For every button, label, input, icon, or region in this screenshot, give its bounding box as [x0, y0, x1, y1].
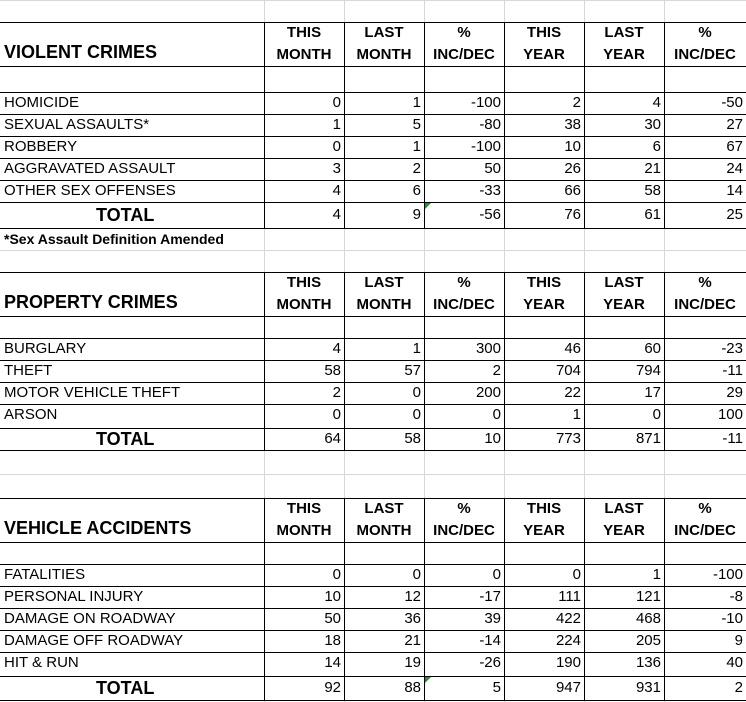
total-cell: 947 — [555, 679, 581, 696]
table-border-horizontal — [0, 700, 746, 701]
table-cell: 6 — [652, 138, 661, 155]
row-label: FATALITIES — [4, 566, 86, 583]
table-cell: -33 — [479, 182, 501, 199]
table-cell: 29 — [726, 384, 743, 401]
total-cell: 871 — [635, 430, 661, 447]
table-border-horizontal — [0, 450, 746, 451]
table-cell: 58 — [644, 182, 661, 199]
table-cell: 2 — [332, 384, 341, 401]
table-cell: 40 — [726, 654, 743, 671]
table-cell: -8 — [729, 588, 743, 605]
total-label: TOTAL — [96, 678, 155, 698]
column-header-line: YEAR — [603, 296, 645, 313]
total-cell: -56 — [479, 206, 501, 223]
table-cell: 0 — [652, 406, 661, 423]
total-cell: 2 — [734, 679, 743, 696]
row-label: THEFT — [4, 362, 53, 379]
cell-marker-icon — [425, 203, 431, 209]
column-header-line: MONTH — [356, 522, 412, 539]
column-header-line: INC/DEC — [674, 522, 736, 539]
table-cell: 9 — [734, 632, 743, 649]
column-header — [584, 22, 664, 66]
total-cell: 76 — [564, 206, 581, 223]
column-header-line: YEAR — [523, 46, 565, 63]
table-cell: 58 — [324, 362, 341, 379]
gridline-horizontal — [0, 0, 746, 1]
total-cell: 10 — [484, 430, 501, 447]
table-cell: -50 — [721, 94, 743, 111]
column-header-line: MONTH — [356, 296, 412, 313]
column-header — [344, 22, 424, 66]
total-cell: 64 — [324, 430, 341, 447]
table-cell: 60 — [644, 340, 661, 357]
table-cell: 2 — [412, 160, 421, 177]
column-header — [344, 498, 424, 542]
gridline-horizontal — [0, 474, 746, 475]
table-cell: 1 — [412, 340, 421, 357]
column-header-line: MONTH — [356, 46, 412, 63]
column-header — [504, 272, 584, 316]
column-header-line: THIS — [286, 500, 322, 517]
table-cell: 0 — [332, 138, 341, 155]
column-header-line: LAST — [364, 24, 404, 41]
column-header-line: % — [457, 24, 471, 41]
table-cell: 0 — [492, 566, 501, 583]
table-cell: 26 — [564, 160, 581, 177]
table-cell: 12 — [404, 588, 421, 605]
column-header-line: THIS — [286, 24, 322, 41]
column-header — [424, 498, 504, 542]
table-cell: 36 — [404, 610, 421, 627]
row-label: OTHER SEX OFFENSES — [4, 182, 176, 199]
table-cell: -100 — [712, 566, 743, 583]
table-cell: 27 — [726, 116, 743, 133]
total-cell: 4 — [332, 206, 341, 223]
total-cell: 25 — [726, 206, 743, 223]
table-cell: 1 — [332, 116, 341, 133]
table-cell: 2 — [572, 94, 581, 111]
table-cell: -26 — [479, 654, 501, 671]
column-header — [264, 498, 344, 542]
column-header — [584, 498, 664, 542]
table-cell: -100 — [470, 94, 501, 111]
table-cell: -23 — [721, 340, 743, 357]
table-cell: 17 — [644, 384, 661, 401]
table-cell: 5 — [412, 116, 421, 133]
column-header-line: % — [698, 24, 712, 41]
table-cell: 22 — [564, 384, 581, 401]
column-header-line: % — [698, 274, 712, 291]
table-cell: 111 — [558, 588, 581, 605]
column-header-line: MONTH — [276, 296, 332, 313]
column-header — [664, 22, 746, 66]
cell-marker-icon — [425, 677, 431, 683]
table-border-horizontal — [0, 66, 746, 67]
table-cell: 46 — [564, 340, 581, 357]
table-cell: 121 — [635, 588, 661, 605]
table-cell: -11 — [722, 362, 743, 379]
row-label: ROBBERY — [4, 138, 78, 155]
table-cell: 10 — [564, 138, 581, 155]
table-cell: 30 — [644, 116, 661, 133]
table-cell: 100 — [717, 406, 743, 423]
table-cell: 14 — [324, 654, 341, 671]
column-header — [424, 272, 504, 316]
total-cell: -11 — [722, 430, 743, 447]
total-cell: 58 — [404, 430, 421, 447]
column-header — [664, 498, 746, 542]
table-cell: 1 — [412, 138, 421, 155]
column-header — [664, 272, 746, 316]
total-cell: 931 — [635, 679, 661, 696]
column-header-line: % — [457, 274, 471, 291]
table-cell: 422 — [555, 610, 581, 627]
total-cell: 88 — [404, 679, 421, 696]
row-label: BURGLARY — [4, 340, 87, 357]
table-cell: 39 — [484, 610, 501, 627]
footnote: *Sex Assault Definition Amended — [4, 231, 224, 247]
column-header-line: LAST — [604, 500, 644, 517]
column-header — [504, 22, 584, 66]
table-cell: 66 — [564, 182, 581, 199]
table-cell: 300 — [475, 340, 501, 357]
column-header-line: LAST — [604, 274, 644, 291]
column-header-line: YEAR — [523, 522, 565, 539]
row-label: PERSONAL INJURY — [4, 588, 144, 605]
table-cell: 18 — [324, 632, 341, 649]
table-cell: 200 — [475, 384, 501, 401]
column-header — [504, 498, 584, 542]
column-header-line: THIS — [526, 500, 562, 517]
column-header-line: THIS — [286, 274, 322, 291]
column-header-line: YEAR — [603, 46, 645, 63]
total-cell: 773 — [555, 430, 581, 447]
table-cell: 4 — [652, 94, 661, 111]
table-cell: 21 — [644, 160, 661, 177]
table-cell: 0 — [332, 566, 341, 583]
section-title: PROPERTY CRIMES — [4, 292, 178, 312]
table-cell: 57 — [404, 362, 421, 379]
section-title: VEHICLE ACCIDENTS — [4, 518, 192, 538]
table-cell: 38 — [564, 116, 581, 133]
table-cell: 2 — [492, 362, 501, 379]
total-cell: 92 — [324, 679, 341, 696]
column-header-line: MONTH — [276, 522, 332, 539]
row-label: MOTOR VEHICLE THEFT — [4, 384, 181, 401]
table-cell: 0 — [412, 384, 421, 401]
total-label: TOTAL — [96, 205, 155, 225]
column-header — [344, 272, 424, 316]
table-cell: -17 — [479, 588, 501, 605]
column-header — [584, 272, 664, 316]
table-cell: 6 — [412, 182, 421, 199]
row-label: DAMAGE OFF ROADWAY — [4, 632, 184, 649]
total-cell: 5 — [492, 679, 501, 696]
row-label: AGGRAVATED ASSAULT — [4, 160, 176, 177]
column-header-line: INC/DEC — [674, 296, 736, 313]
table-cell: 190 — [555, 654, 581, 671]
table-cell: 0 — [572, 566, 581, 583]
table-cell: 0 — [332, 406, 341, 423]
table-cell: 24 — [726, 160, 743, 177]
table-cell: 4 — [332, 182, 341, 199]
total-cell: 61 — [644, 206, 661, 223]
table-cell: -80 — [479, 116, 501, 133]
table-cell: -10 — [721, 610, 743, 627]
row-label: DAMAGE ON ROADWAY — [4, 610, 176, 627]
column-header — [264, 272, 344, 316]
row-label: SEXUAL ASSAULTS* — [4, 116, 150, 133]
column-header-line: YEAR — [603, 522, 645, 539]
column-header-line: YEAR — [523, 296, 565, 313]
table-cell: 0 — [492, 406, 501, 423]
table-border-horizontal — [0, 316, 746, 317]
column-header — [264, 22, 344, 66]
column-header-line: THIS — [526, 24, 562, 41]
table-cell: 205 — [635, 632, 661, 649]
column-header-line: INC/DEC — [433, 46, 495, 63]
table-cell: 50 — [484, 160, 501, 177]
table-cell: 1 — [412, 94, 421, 111]
table-cell: 4 — [332, 340, 341, 357]
total-cell: 9 — [412, 206, 421, 223]
column-header-line: LAST — [364, 274, 404, 291]
table-cell: 67 — [726, 138, 743, 155]
column-header-line: INC/DEC — [433, 296, 495, 313]
table-cell: 3 — [332, 160, 341, 177]
row-label: HOMICIDE — [4, 94, 79, 111]
table-cell: 1 — [652, 566, 661, 583]
section-title: VIOLENT CRIMES — [4, 42, 158, 62]
table-cell: 10 — [324, 588, 341, 605]
gridline-horizontal — [0, 250, 746, 251]
table-cell: 704 — [555, 362, 581, 379]
column-header — [424, 22, 504, 66]
table-cell: 1 — [572, 406, 581, 423]
table-border-horizontal — [0, 542, 746, 543]
column-header-line: INC/DEC — [433, 522, 495, 539]
table-cell: 19 — [404, 654, 421, 671]
table-cell: 468 — [635, 610, 661, 627]
column-header-line: LAST — [604, 24, 644, 41]
column-header-line: LAST — [364, 500, 404, 517]
table-cell: 0 — [412, 406, 421, 423]
table-cell: 136 — [635, 654, 661, 671]
table-cell: 0 — [412, 566, 421, 583]
column-header-line: MONTH — [276, 46, 332, 63]
row-label: HIT & RUN — [4, 654, 79, 671]
table-cell: 0 — [332, 94, 341, 111]
total-label: TOTAL — [96, 429, 155, 449]
table-cell: 50 — [324, 610, 341, 627]
row-label: ARSON — [4, 406, 58, 423]
table-cell: -14 — [479, 632, 501, 649]
table-cell: 794 — [635, 362, 661, 379]
table-cell: -100 — [470, 138, 501, 155]
column-header-line: % — [698, 500, 712, 517]
column-header-line: INC/DEC — [674, 46, 736, 63]
column-header-line: THIS — [526, 274, 562, 291]
table-cell: 224 — [555, 632, 581, 649]
column-header-line: % — [457, 500, 471, 517]
table-cell: 21 — [404, 632, 421, 649]
table-cell: 14 — [726, 182, 743, 199]
